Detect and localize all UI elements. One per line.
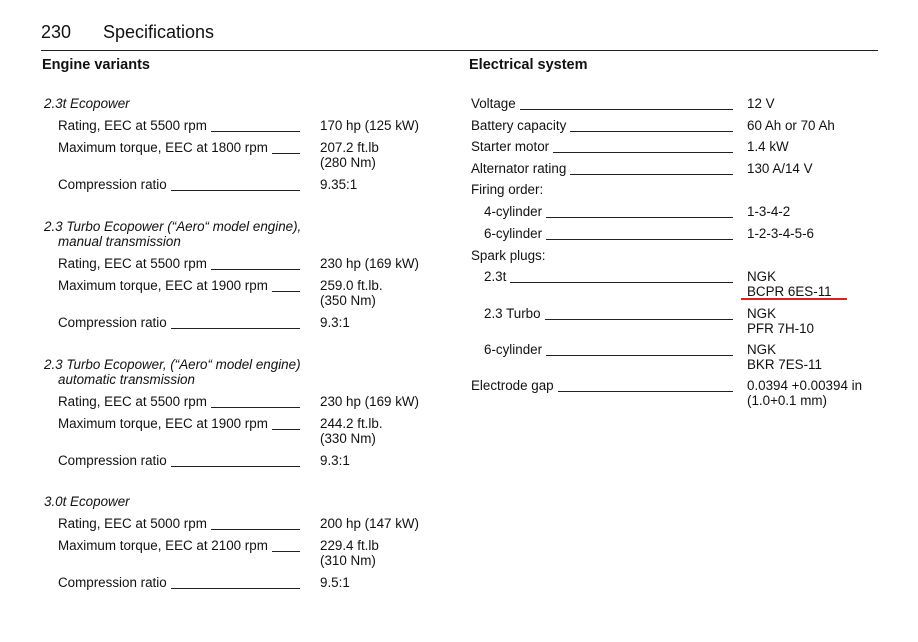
spec-value bbox=[320, 453, 350, 468]
spec-label: Alternator rating bbox=[471, 161, 567, 176]
spec-label: Compression ratio bbox=[58, 315, 167, 330]
spec-value bbox=[747, 161, 813, 176]
spec-value bbox=[747, 118, 835, 133]
spec-value bbox=[747, 96, 775, 111]
spec-label: 6-cylinder bbox=[484, 226, 543, 241]
spec-value bbox=[320, 516, 419, 531]
leader-line bbox=[546, 217, 733, 218]
spec-value bbox=[747, 378, 862, 408]
spec-label: Firing order: bbox=[471, 182, 544, 197]
leader-line bbox=[558, 391, 733, 392]
spec-value bbox=[747, 204, 790, 219]
spec-row bbox=[0, 575, 420, 615]
leader-line bbox=[546, 355, 733, 356]
spec-value-line: 230 hp (169 kW) bbox=[320, 394, 419, 409]
spec-value-line: 170 hp (125 kW) bbox=[320, 118, 419, 133]
spec-label: Compression ratio bbox=[58, 575, 167, 590]
spec-label: Compression ratio bbox=[58, 177, 167, 192]
spec-value-line: 207.2 ft.lb bbox=[320, 140, 379, 155]
variant-heading: 2.3 Turbo Ecopower (“Aero“ model engine), bbox=[44, 219, 302, 234]
variant-heading: 2.3 Turbo Ecopower, (“Aero“ model engine) bbox=[44, 357, 301, 372]
variant-heading: automatic transmission bbox=[58, 372, 195, 387]
spec-value-line: 9.5:1 bbox=[320, 575, 350, 590]
spec-value-line: BKR 7ES-11 bbox=[747, 357, 822, 372]
spec-label: Electrode gap bbox=[471, 378, 554, 393]
page-number: 230 bbox=[41, 22, 72, 42]
leader-line bbox=[272, 429, 300, 430]
spec-value bbox=[320, 538, 379, 568]
spec-label: Maximum torque, EEC at 1900 rpm bbox=[58, 416, 268, 431]
spec-value-line: 0.0394 +0.00394 in bbox=[747, 378, 863, 393]
spec-value bbox=[747, 139, 789, 154]
spec-value-line: NGK bbox=[747, 342, 777, 357]
spec-value-line: 1-3-4-2 bbox=[747, 204, 791, 219]
spec-label: 2.3 Turbo bbox=[484, 306, 541, 321]
spec-label: Rating, EEC at 5500 rpm bbox=[58, 256, 207, 271]
spec-value-line: 9.3:1 bbox=[320, 453, 350, 468]
spec-value bbox=[747, 306, 814, 336]
spec-value-line: 230 hp (169 kW) bbox=[320, 256, 419, 271]
leader-line bbox=[545, 319, 733, 320]
spec-value-line: 130 A/14 V bbox=[747, 161, 813, 176]
spec-value-line: 9.35:1 bbox=[320, 177, 358, 192]
spec-value-line: 12 V bbox=[747, 96, 775, 111]
spec-row bbox=[0, 306, 880, 346]
spec-value-line: (330 Nm) bbox=[320, 431, 376, 446]
electrical-section-title: Electrical system bbox=[469, 57, 588, 73]
highlight-underline bbox=[741, 298, 847, 300]
spec-label: 2.3t bbox=[484, 269, 507, 284]
leader-line bbox=[272, 551, 300, 552]
leader-line bbox=[171, 588, 300, 589]
spec-value-line: (350 Nm) bbox=[320, 293, 376, 308]
leader-line bbox=[570, 131, 733, 132]
spec-row bbox=[0, 342, 880, 382]
variant-heading: manual transmission bbox=[58, 234, 181, 249]
spec-value-line: BCPR 6ES-11 bbox=[747, 284, 832, 299]
spec-label: Rating, EEC at 5500 rpm bbox=[58, 118, 207, 133]
leader-line bbox=[211, 529, 300, 530]
leader-line bbox=[171, 466, 300, 467]
leader-line bbox=[546, 239, 733, 240]
spec-label: Maximum torque, EEC at 2100 rpm bbox=[58, 538, 268, 553]
leader-line bbox=[510, 282, 733, 283]
leader-line bbox=[520, 109, 733, 110]
spec-row bbox=[0, 416, 420, 456]
spec-value-line: 60 Ah or 70 Ah bbox=[747, 118, 835, 133]
leader-line bbox=[553, 152, 733, 153]
spec-value-line: 229.4 ft.lb bbox=[320, 538, 379, 553]
spec-value bbox=[747, 226, 814, 241]
variant-heading: 3.0t Ecopower bbox=[44, 494, 130, 509]
spec-label: Rating, EEC at 5000 rpm bbox=[58, 516, 207, 531]
spec-value-line: (280 Nm) bbox=[320, 155, 376, 170]
spec-label: Voltage bbox=[471, 96, 516, 111]
spec-label: 4-cylinder bbox=[484, 204, 543, 219]
spec-label: Starter motor bbox=[471, 139, 550, 154]
spec-value bbox=[320, 416, 383, 446]
spec-value-line: 259.0 ft.lb. bbox=[320, 278, 383, 293]
leader-line bbox=[570, 174, 733, 175]
spec-label: Compression ratio bbox=[58, 453, 167, 468]
spec-label: Rating, EEC at 5500 rpm bbox=[58, 394, 207, 409]
spec-value-line: 9.3:1 bbox=[320, 315, 350, 330]
spec-label: Spark plugs: bbox=[471, 248, 546, 263]
spec-value-line: 244.2 ft.lb. bbox=[320, 416, 383, 431]
spec-value-line: 1.4 kW bbox=[747, 139, 789, 154]
spec-value bbox=[747, 342, 822, 372]
spec-label: Maximum torque, EEC at 1800 rpm bbox=[58, 140, 268, 155]
engine-section-title: Engine variants bbox=[42, 57, 150, 73]
spec-value-line: (1.0+0.1 mm) bbox=[747, 393, 827, 408]
spec-value-line: NGK bbox=[747, 269, 777, 284]
spec-label: Maximum torque, EEC at 1900 rpm bbox=[58, 278, 268, 293]
spec-row bbox=[0, 378, 880, 418]
spec-value bbox=[320, 575, 350, 590]
spec-value-line: NGK bbox=[747, 306, 777, 321]
spec-label: Battery capacity bbox=[471, 118, 567, 133]
header-divider bbox=[41, 50, 878, 51]
spec-label: 6-cylinder bbox=[484, 342, 543, 357]
spec-row bbox=[0, 538, 420, 578]
spec-row bbox=[0, 269, 880, 309]
spec-value-line: 200 hp (147 kW) bbox=[320, 516, 419, 531]
spec-row bbox=[0, 453, 420, 493]
spec-value-line: (310 Nm) bbox=[320, 553, 376, 568]
spec-value-line: 1-2-3-4-5-6 bbox=[747, 226, 814, 241]
variant-heading: 2.3t Ecopower bbox=[44, 96, 130, 111]
spec-value bbox=[747, 269, 832, 299]
page-title: Specifications bbox=[103, 22, 215, 42]
spec-value-line: PFR 7H-10 bbox=[747, 321, 814, 336]
